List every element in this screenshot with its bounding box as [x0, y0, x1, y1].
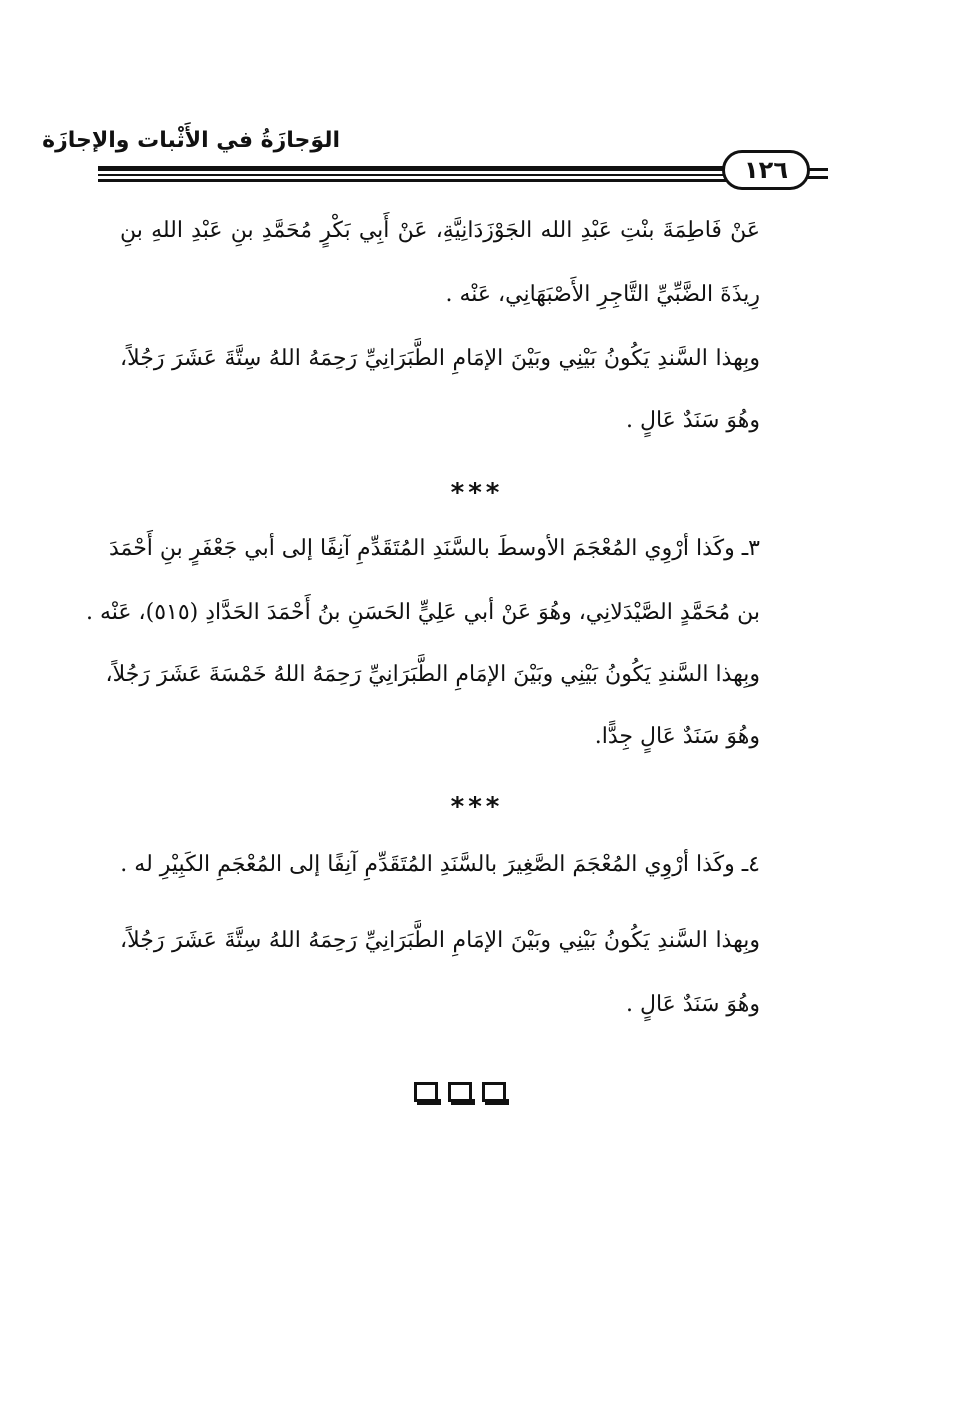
square-ornament-icon — [448, 1082, 472, 1102]
text-line: رِيذَةَ الضَّبِّيِّ التَّاجِرِ الأَصْبَهَانِي، عَنْه . — [445, 282, 760, 307]
section-separator: *** — [450, 478, 504, 508]
text-line: وهُوَ سَنَدٌ عَالٍ . — [626, 408, 760, 433]
header-rule — [98, 174, 726, 176]
end-ornament — [414, 1082, 510, 1104]
text-line: وبِهذا السَّندِ يَكُونُ بَيْنِي وبَيْنَ الإمَامِ الطَّبَرَانِيِّ رَحِمَهُ اللهُ سِتَّةَ عَشَرَ رَجُلاً، — [120, 928, 760, 953]
text-line: ٣ـ وكَذا أرْوِي المُعْجَمَ الأوسطَ بالسَّنَدِ المُتَقَدِّمِ آنِفًا إلى أبي جَعْفَرٍ بنِ أَحْمَدَ — [108, 536, 760, 561]
text-line: وبِهذا السَّندِ يَكُونُ بَيْنِي وبَيْنَ الإمَامِ الطَّبَرَانِيِّ رَحِمَهُ اللهُ خَمْسَةَ عَشَرَ رَجُلاً، — [105, 662, 760, 687]
text-line: ٤ـ وكَذا أرْوِي المُعْجَمَ الصَّغِيرَ بالسَّنَدِ المُتَقَدِّمِ آنِفًا إلى المُعْجَمِ الكَبِيْرِ له . — [120, 852, 760, 877]
header-rule-stub — [806, 176, 828, 179]
square-ornament-icon — [482, 1082, 506, 1102]
text-line: بن مُحَمَّدٍ الصَّيْدَلانِي، وهُوَ عَنْ أبي عَلِيٍّ الحَسَنِ بنُ أَحْمَدَ الحَدَّادِ (٥١٥)، عَنْه . — [85, 600, 760, 625]
text-line: وبِهذا السَّندِ يَكُونُ بَيْنِي وبَيْنَ الإمَامِ الطَّبَرَانِيِّ رَحِمَهُ اللهُ سِتَّةَ عَشَرَ رَجُلاً، — [120, 346, 760, 371]
header-rule — [98, 166, 726, 171]
square-ornament-icon — [414, 1082, 438, 1102]
section-separator: *** — [450, 792, 504, 822]
text-line: عَنْ فَاطِمَةَ بنْتِ عَبْدِ الله الجَوْزَدَانِيَّةِ، عَنْ أَبِي بَكْرٍ مُحَمَّدِ بنِ عَبْدِ اللهِ بنِ — [120, 218, 760, 243]
header-rule — [98, 179, 726, 182]
text-line: وهُوَ سَنَدٌ عَالٍ جِدًّا. — [594, 724, 760, 749]
text-line: وهُوَ سَنَدٌ عَالٍ . — [626, 992, 760, 1017]
page-number: ١٢٦ — [722, 150, 810, 190]
running-header-title: الوَجازَةُ في الأَثْبات والإجازَة — [42, 128, 340, 153]
